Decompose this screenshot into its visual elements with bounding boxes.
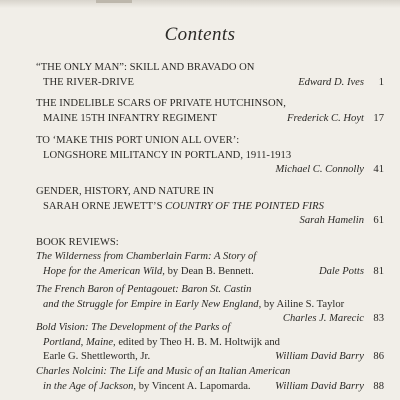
header-fragment — [96, 0, 132, 3]
review-title-line: The French Baron of Pentagouet: Baron St. Castin — [36, 284, 252, 295]
toc-entry-author: Frederick C. Hoyt — [287, 112, 364, 124]
toc-entry-page: 1 — [378, 76, 384, 88]
toc-entry — [36, 185, 384, 229]
toc-entry — [36, 134, 384, 178]
review-author: Dale Potts — [318, 265, 364, 277]
toc-entry-title-line: THE INDELIBLE SCARS OF PRIVATE HUTCHINSON, — [36, 98, 286, 109]
review-author: Charles J. Marecic — [282, 313, 364, 324]
toc-entry-title-line: SARAH ORNE JEWETT’S COUNTRY OF THE POINTED FIRS — [43, 200, 324, 212]
toc-entry-title-line: THE RIVER-DRIVE Edward D. Ives 1 — [36, 76, 384, 91]
toc-entry-author: Sarah Hamelin — [299, 215, 364, 226]
toc-entry-title-line: “THE ONLY MAN”: SKILL AND BRAVADO ON — [36, 62, 255, 73]
review-title-line: Charles Nolcini: The Life and Music of an Italian American — [36, 366, 291, 377]
review-entry — [36, 365, 384, 394]
toc-entry-author-line — [36, 214, 384, 229]
review-title-line: and the Struggle for Empire in Early New England, by Ailine S. Taylor — [43, 298, 345, 310]
review-page: 83 — [373, 313, 384, 324]
toc-entry-page: 17 — [373, 112, 384, 124]
review-page: 86 — [373, 351, 384, 362]
review-author: William David Barry — [275, 380, 364, 392]
toc-entry-author-line — [36, 163, 384, 178]
review-entry — [36, 250, 384, 279]
top-band — [0, 0, 400, 8]
review-author: William David Barry — [275, 351, 364, 362]
book-title: COUNTRY OF THE POINTED FIRS — [165, 200, 324, 212]
toc-entry-page: 41 — [373, 164, 384, 175]
review-title-line: in the Age of Jackson, by Vincent A. Lapomarda. William David Barry 88 — [36, 380, 384, 395]
review-page: 81 — [373, 265, 384, 277]
review-entry — [36, 321, 384, 365]
review-title-line: Portland, Maine, edited by Theo H. B. M. Holtwijk and — [43, 336, 280, 348]
toc-entry-title-line: LONGSHORE MILITANCY IN PORTLAND, 1911-1913 — [43, 149, 292, 161]
toc-entry-author: Edward D. Ives — [298, 76, 364, 88]
contents-heading: Contents — [164, 24, 236, 45]
toc-entry — [36, 97, 384, 126]
book-reviews-heading: BOOK REVIEWS: — [36, 237, 119, 248]
review-title-line: Earle G. Shettleworth, Jr. William David Barry 86 — [36, 350, 384, 365]
toc-entry-title-line: TO ‘MAKE THIS PORT UNION ALL OVER’: — [36, 135, 240, 146]
review-title-line: The Wilderness from Chamberlain Farm: A Story of — [36, 251, 257, 262]
review-entry — [36, 283, 384, 327]
toc-entry-page: 61 — [373, 215, 384, 226]
toc-entry — [36, 61, 384, 90]
review-title-line: Hope for the American Wild, by Dean B. Bennett. Dale Potts 81 — [36, 265, 384, 280]
review-page: 88 — [373, 380, 384, 392]
toc-entry-author: Michael C. Connolly — [275, 164, 364, 175]
toc-entry-title-line: MAINE 15TH INFANTRY REGIMENT Frederick C. Hoyt 17 — [36, 112, 384, 127]
review-title-line: Bold Vision: The Development of the Parks of — [36, 322, 231, 333]
toc-entry-title-line: GENDER, HISTORY, AND NATURE IN — [36, 186, 214, 197]
